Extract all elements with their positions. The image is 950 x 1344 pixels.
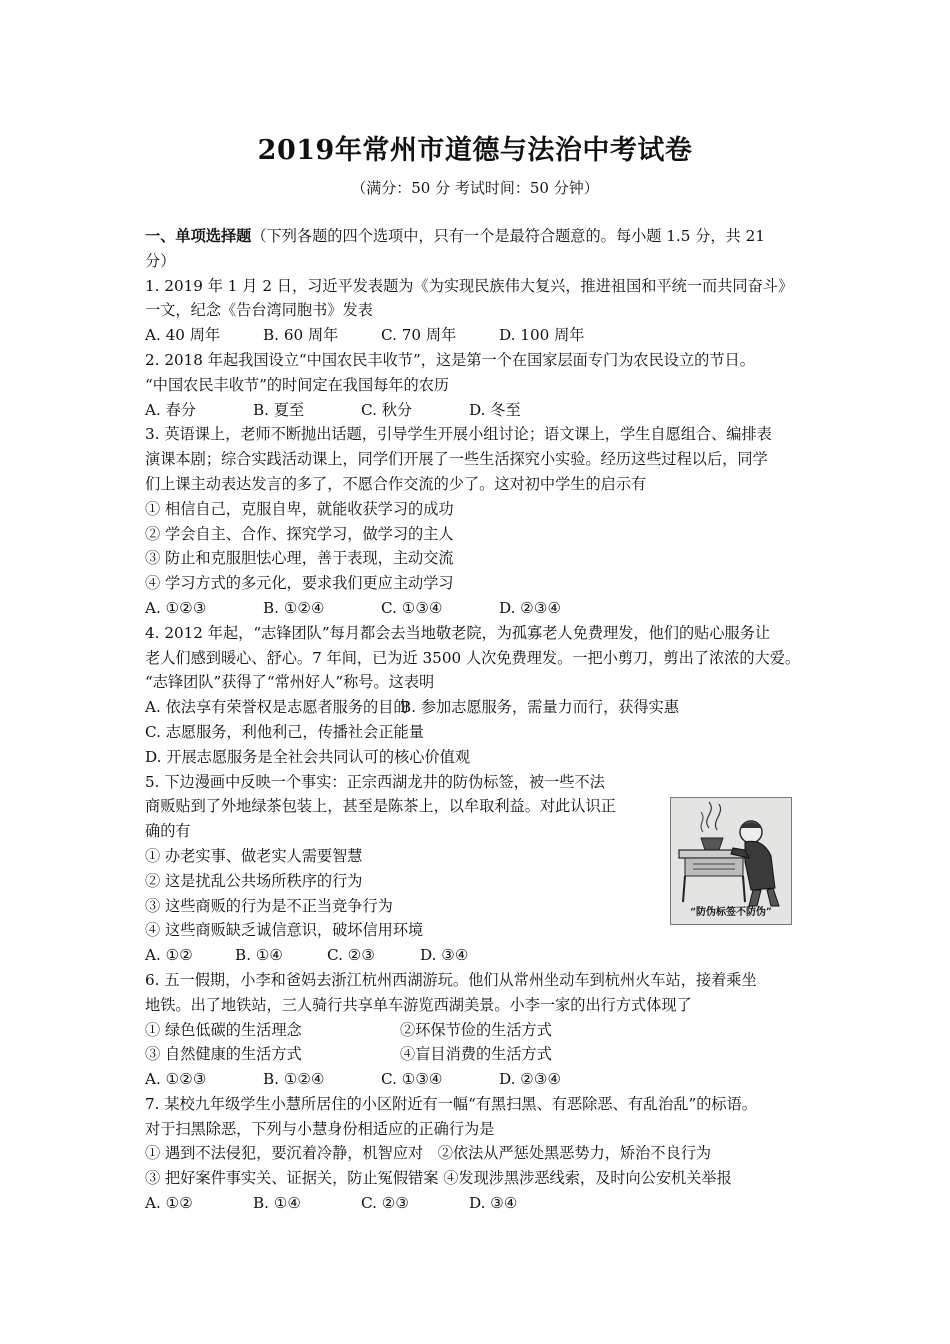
q6-item-3: ③ 自然健康的生活方式 <box>145 1045 302 1064</box>
q3-options <box>145 596 817 621</box>
q7-items-34 <box>145 1166 817 1191</box>
q5-stem-3: 确的有 <box>145 822 191 841</box>
q6-option-d[interactable]: D. ②③④ <box>499 1070 562 1089</box>
q3-stem-3: 们上课主动表达发言的多了，不愿合作交流的少了。这对初中学生的启示有 <box>145 474 647 493</box>
q6-options <box>145 1067 817 1092</box>
q4-option-d[interactable]: D. 开展志愿服务是全社会共同认可的核心价值观 <box>145 747 471 766</box>
q1-stem-1: 1. 2019 年 1 月 2 日，习近平发表题为《为实现民族伟大复兴，推进祖国和平统一而共同奋斗》 <box>145 276 794 295</box>
q6-item-4: ④盲目消费的生活方式 <box>400 1045 552 1064</box>
q6-item-2: ②环保节俭的生活方式 <box>400 1020 552 1039</box>
q7-item-2: ②依法从严惩处黑恶势力，矫治不良行为 <box>437 1144 712 1163</box>
q5-stem-2: 商贩贴到了外地绿茶包装上，甚至是陈茶上，以牟取利益。对此认识正 <box>145 797 616 816</box>
q7-item-4: ④发现涉黑涉恶线索，及时向公安机关举报 <box>443 1169 732 1188</box>
q2-option-d[interactable]: D. 冬至 <box>469 400 521 419</box>
q3-option-d[interactable]: D. ②③④ <box>499 598 562 617</box>
q3-item-1: ① 相信自己，克服自卑，就能收获学习的成功 <box>145 499 454 518</box>
q3-option-a[interactable]: A. ①②③ <box>145 598 207 617</box>
q4-option-c[interactable]: C. 志愿服务，利他利己，传播社会正能量 <box>145 722 424 741</box>
q7-option-c[interactable]: C. ②③ <box>361 1194 409 1213</box>
q5-stem-1: 5. 下边漫画中反映一个事实：正宗西湖龙井的防伪标签，被一些不法 <box>145 772 605 791</box>
q1-options <box>145 323 817 348</box>
q4-stem-2: 老人们感到暖心、舒心。7 年间，已为近 3500 人次免费理发。一把小剪刀，剪出了浓浓的大爱。 <box>145 648 801 667</box>
section-heading: 一、单项选择题 <box>145 227 252 245</box>
q3-stem-2: 演课本剧；综合实践活动课上，同学们开展了一些生活探究小实验。经历这些过程以后，同学 <box>145 450 768 469</box>
q2-stem-1: 2. 2018 年起我国设立“中国农民丰收节”，这是第一个在国家层面专门为农民设立的节日。 <box>145 350 755 369</box>
q2-stem-2: “中国农民丰收节”的时间定在我国每年的农历 <box>145 375 450 394</box>
q7-option-b[interactable]: B. ①④ <box>253 1194 302 1213</box>
section-instructions: （下列各题的四个选项中，只有一个是最符合题意的。每小题 1.5 分，共 21 <box>251 227 765 245</box>
q6-option-a[interactable]: A. ①②③ <box>145 1070 207 1089</box>
cartoon-caption: “防伪标签不防伪” <box>690 907 772 918</box>
q2-options <box>145 398 817 423</box>
question-list <box>145 224 817 1216</box>
q1-option-c[interactable]: C. 70 周年 <box>381 326 457 345</box>
q3-option-c[interactable]: C. ①③④ <box>381 598 443 617</box>
q7-item-3: ③ 把好案件事实关、证据关，防止冤假错案 <box>145 1169 439 1188</box>
page-title: 2019年常州市道德与法治中考试卷 <box>257 135 693 166</box>
q7-items-12 <box>145 1141 817 1166</box>
q1-stem-2: 一文，纪念《告台湾同胞书》发表 <box>145 301 373 320</box>
q3-item-3: ③ 防止和克服胆怯心理，善于表现，主动交流 <box>145 549 454 568</box>
q5-item-4: ④ 这些商贩缺乏诚信意识，破坏信用环境 <box>145 921 424 940</box>
q3-option-b[interactable]: B. ①②④ <box>263 598 325 617</box>
exam-info: （满分：50 分 考试时间：50 分钟） <box>351 179 599 197</box>
q7-options <box>145 1191 817 1216</box>
q6-stem-2: 地铁。出了地铁站，三人骑行共享单车游览西湖美景。小李一家的出行方式体现了 <box>145 995 692 1014</box>
q1-option-b[interactable]: B. 60 周年 <box>263 326 339 345</box>
q2-option-b[interactable]: B. 夏至 <box>253 400 305 419</box>
q7-stem-1: 7. 某校九年级学生小慧所居住的小区附近有一幅“有黑扫黑、有恶除恶、有乱治乱”的标语。 <box>145 1094 757 1113</box>
q3-item-4: ④ 学习方式的多元化，要求我们更应主动学习 <box>145 574 454 593</box>
q5-options <box>145 943 817 968</box>
q4-option-a[interactable]: A. 依法享有荣誉权是志愿者服务的目的 <box>145 698 409 717</box>
q6-stem-1: 6. 五一假期，小李和爸妈去浙江杭州西湖游玩。他们从常州坐动车到杭州火车站，接着乘坐 <box>145 970 757 989</box>
q2-option-c[interactable]: C. 秋分 <box>361 400 413 419</box>
q3-item-2: ② 学会自主、合作、探究学习，做学习的主人 <box>145 524 454 543</box>
q6-items-34 <box>145 1042 817 1067</box>
q7-item-1: ① 遇到不法侵犯，要沉着冷静，机智应对 <box>145 1144 424 1163</box>
q5-item-1: ① 办老实事、做老实人需要智慧 <box>145 846 363 865</box>
q4-stem-1: 4. 2012 年起，“志锋团队”每月都会去当地敬老院，为孤寡老人免费理发，他们的贴心服务让 <box>145 623 771 642</box>
section-header <box>145 224 817 249</box>
section-instructions-cont: 分） <box>145 251 176 270</box>
q4-stem-3: “志锋团队”获得了“常州好人”称号。这表明 <box>145 673 435 692</box>
q3-stem-1: 3. 英语课上，老师不断抛出话题，引导学生开展小组讨论；语文课上，学生自愿组合、编排表 <box>145 425 772 444</box>
q4-option-b[interactable]: B. 参加志愿服务，需量力而行，获得实惠 <box>400 698 680 717</box>
q1-option-d[interactable]: D. 100 周年 <box>499 326 585 345</box>
q5-option-c[interactable]: C. ②③ <box>327 946 375 965</box>
q1-option-a[interactable]: A. 40 周年 <box>145 326 221 345</box>
q5-item-2: ② 这是扰乱公共场所秩序的行为 <box>145 871 363 890</box>
q6-option-b[interactable]: B. ①②④ <box>263 1070 325 1089</box>
q7-option-d[interactable]: D. ③④ <box>469 1194 518 1213</box>
q4-options-ab <box>145 695 817 720</box>
cartoon-image <box>670 797 792 925</box>
q6-item-1: ① 绿色低碳的生活理念 <box>145 1020 302 1039</box>
q5-option-a[interactable]: A. ①② <box>145 946 193 965</box>
q5-option-b[interactable]: B. ①④ <box>235 946 284 965</box>
q2-option-a[interactable]: A. 春分 <box>145 400 196 419</box>
q6-items-12 <box>145 1018 817 1043</box>
q5-item-3: ③ 这些商贩的行为是不正当竞争行为 <box>145 896 393 915</box>
q6-option-c[interactable]: C. ①③④ <box>381 1070 443 1089</box>
q7-stem-2: 对于扫黑除恶，下列与小慧身份相适应的正确行为是 <box>145 1119 495 1138</box>
q5-option-d[interactable]: D. ③④ <box>420 946 469 965</box>
q7-option-a[interactable]: A. ①② <box>145 1194 193 1213</box>
